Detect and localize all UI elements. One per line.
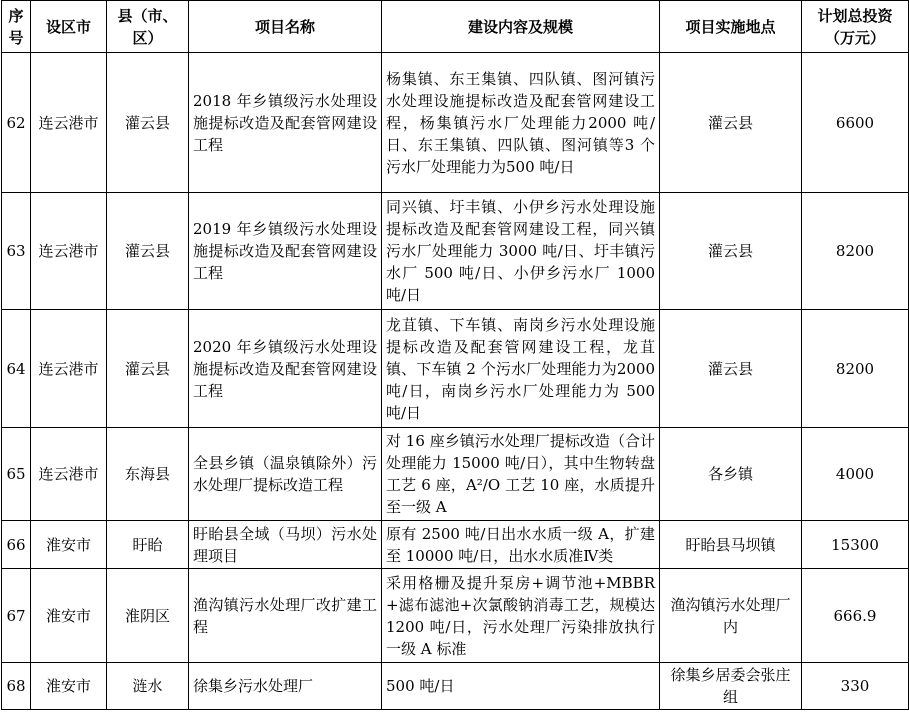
cell-project: 2018 年乡镇级污水处理设施提标改造及配套管网建设工程 xyxy=(189,53,382,193)
cell-investment: 4000 xyxy=(802,428,909,521)
cell-city: 淮安市 xyxy=(31,521,107,569)
cell-no: 64 xyxy=(2,310,31,428)
cell-location: 各乡镇 xyxy=(660,428,802,521)
table-row xyxy=(2,521,909,569)
cell-location: 渔沟镇污水处理厂内 xyxy=(660,569,802,663)
cell-content: 龙苴镇、下车镇、南岗乡污水处理设施提标改造及配套管网建设工程，龙苴镇、下车镇 2 个污水厂处理能力为2000 吨/日，南岗乡污水厂处理能力为 500 吨/日 xyxy=(382,310,660,428)
cell-no: 67 xyxy=(2,569,31,663)
cell-county: 盱眙 xyxy=(107,521,189,569)
cell-investment: 8200 xyxy=(802,193,909,310)
cell-project: 全县乡镇（温泉镇除外）污水处理厂提标改造工程 xyxy=(189,428,382,521)
header-content: 建设内容及规模 xyxy=(382,1,660,53)
cell-city: 淮安市 xyxy=(31,569,107,663)
cell-investment: 8200 xyxy=(802,310,909,428)
cell-location: 灌云县 xyxy=(660,310,802,428)
cell-county: 灌云县 xyxy=(107,193,189,310)
project-table xyxy=(1,0,909,710)
cell-city: 连云港市 xyxy=(31,193,107,310)
cell-project: 盱眙县全域（马坝）污水处理项目 xyxy=(189,521,382,569)
cell-investment: 330 xyxy=(802,663,909,710)
header-no: 序号 xyxy=(2,1,31,53)
cell-no: 66 xyxy=(2,521,31,569)
cell-investment: 15300 xyxy=(802,521,909,569)
cell-content: 500 吨/日 xyxy=(382,663,660,710)
cell-location: 徐集乡居委会张庄组 xyxy=(660,663,802,710)
cell-county: 灌云县 xyxy=(107,310,189,428)
cell-county: 淮阴区 xyxy=(107,569,189,663)
cell-no: 68 xyxy=(2,663,31,710)
cell-investment: 666.9 xyxy=(802,569,909,663)
header-location: 项目实施地点 xyxy=(660,1,802,53)
cell-city: 连云港市 xyxy=(31,310,107,428)
cell-content: 同兴镇、圩丰镇、小伊乡污水处理设施提标改造及配套管网建设工程，同兴镇污水厂处理能力 3000 吨/日、圩丰镇污水厂 500 吨/日、小伊乡污水厂 1000 吨/日 xyxy=(382,193,660,310)
cell-city: 连云港市 xyxy=(31,428,107,521)
cell-county: 灌云县 xyxy=(107,53,189,193)
cell-project: 徐集乡污水处理厂 xyxy=(189,663,382,710)
cell-no: 63 xyxy=(2,193,31,310)
cell-investment: 6600 xyxy=(802,53,909,193)
cell-content: 杨集镇、东王集镇、四队镇、图河镇污水处理设施提标改造及配套管网建设工程，杨集镇污水厂处理能力2000 吨/日、东王集镇、四队镇、图河镇等3 个污水厂处理能力为500 吨/日 xyxy=(382,53,660,193)
cell-city: 连云港市 xyxy=(31,53,107,193)
cell-project: 2019 年乡镇级污水处理设施提标改造及配套管网建设工程 xyxy=(189,193,382,310)
cell-project: 2020 年乡镇级污水处理设施提标改造及配套管网建设工程 xyxy=(189,310,382,428)
cell-county: 涟水 xyxy=(107,663,189,710)
cell-city: 淮安市 xyxy=(31,663,107,710)
cell-location: 灌云县 xyxy=(660,193,802,310)
cell-no: 65 xyxy=(2,428,31,521)
cell-content: 采用格栅及提升泵房+调节池+MBBR +滤布滤池+次氯酸钠消毒工艺，规模达 1200 吨/日，污水处理厂污染排放执行一级 A 标准 xyxy=(382,569,660,663)
table-row xyxy=(2,193,909,310)
table-row xyxy=(2,663,909,710)
cell-location: 盱眙县马坝镇 xyxy=(660,521,802,569)
table-row xyxy=(2,428,909,521)
table-row xyxy=(2,310,909,428)
table-row xyxy=(2,569,909,663)
header-investment: 计划总投资（万元） xyxy=(802,1,909,53)
cell-no: 62 xyxy=(2,53,31,193)
cell-content: 对 16 座乡镇污水处理厂提标改造（合计处理能力 15000 吨/日），其中生物转盘工艺 6 座，A²/O 工艺 10 座，水质提升至一级 A xyxy=(382,428,660,521)
header-project: 项目名称 xyxy=(189,1,382,53)
cell-content: 原有 2500 吨/日出水水质一级 A，扩建至 10000 吨/日，出水水质准Ⅳ类 xyxy=(382,521,660,569)
cell-project: 渔沟镇污水处理厂改扩建工程 xyxy=(189,569,382,663)
header-city: 设区市 xyxy=(31,1,107,53)
cell-location: 灌云县 xyxy=(660,53,802,193)
header-row xyxy=(2,1,909,53)
table-row xyxy=(2,53,909,193)
header-county: 县（市、区） xyxy=(107,1,189,53)
cell-county: 东海县 xyxy=(107,428,189,521)
